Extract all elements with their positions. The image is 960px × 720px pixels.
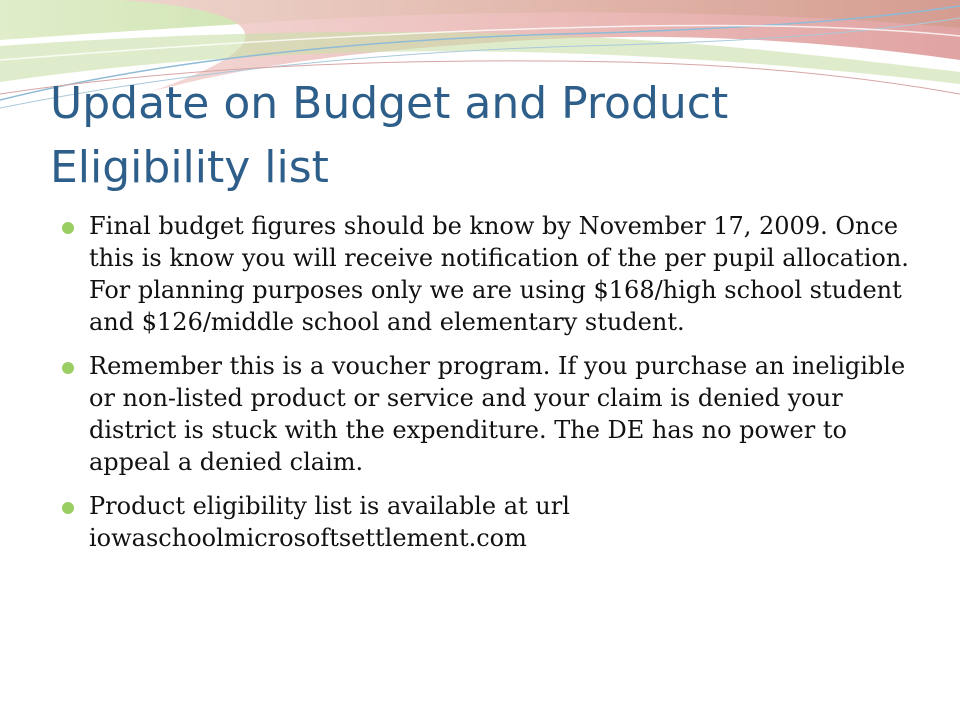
bullet-list: [60, 210, 920, 566]
bullet-dot-icon: [62, 362, 74, 374]
bullet-item-eligibility-list: [60, 490, 920, 554]
bullet-dot-icon: [62, 222, 74, 234]
slide-title: Update on Budget and Product Eligibility list: [50, 78, 729, 193]
bullet-text: Final budget figures should be know by November 17, 2009. Once this is know you will receive notification of the per pupil allocation. For planning purposes only we are using $168/high school student and $126/middle school and elementary student.: [89, 212, 909, 336]
bullet-text: Remember this is a voucher program. If you purchase an ineligible or non-listed product or service and your claim is denied your district is stuck with the expenditure. The DE has no power to appeal a denied claim.: [89, 352, 906, 476]
bullet-item-budget: [60, 210, 920, 338]
bullet-item-voucher: [60, 350, 920, 478]
bullet-text: Product eligibility list is available at url iowaschoolmicrosoftsettlement.com: [89, 492, 570, 552]
bullet-dot-icon: [62, 502, 74, 514]
